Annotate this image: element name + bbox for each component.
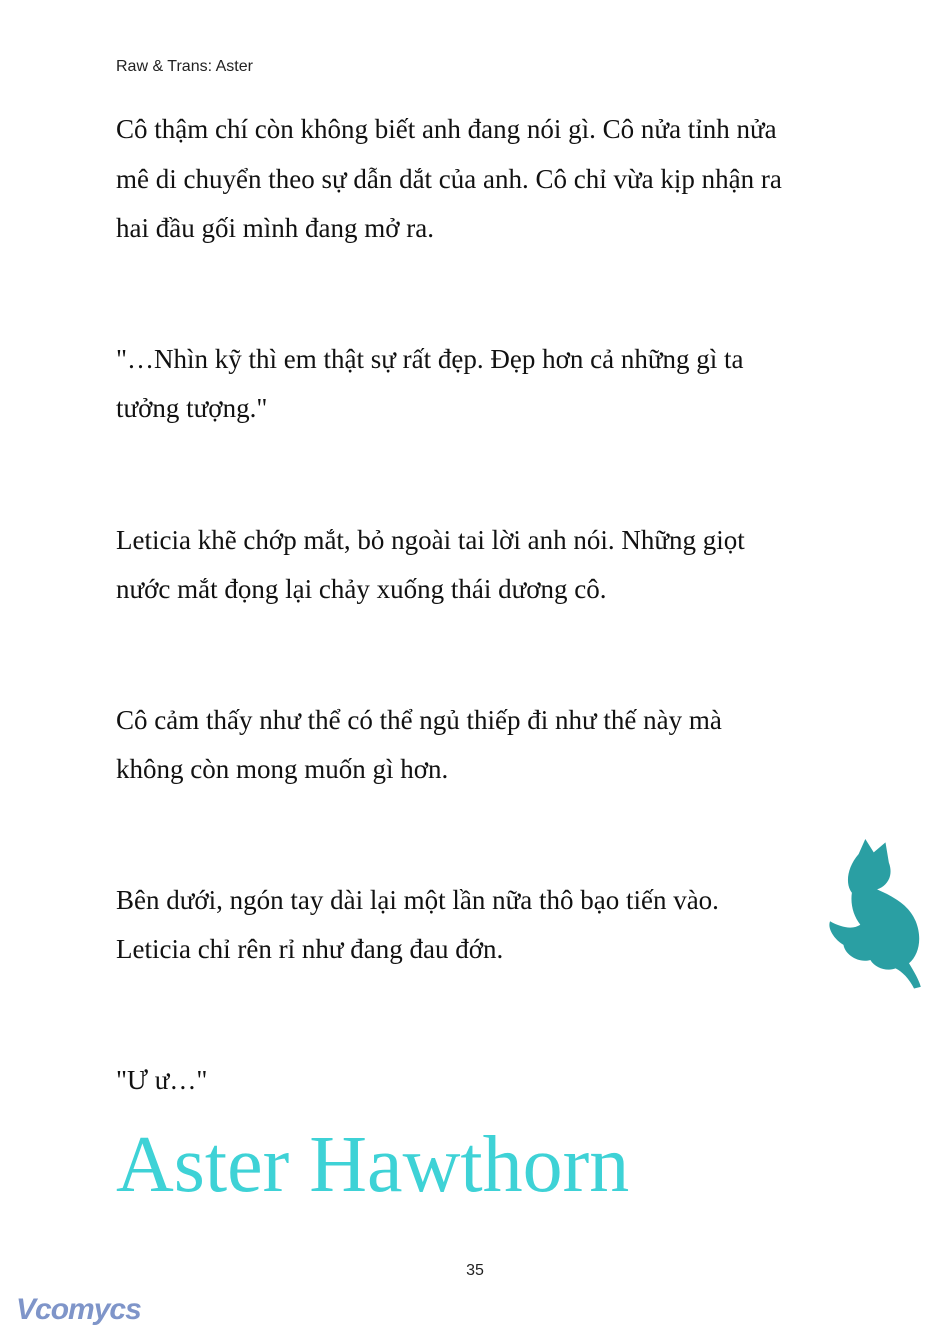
text-line: Cô thậm chí còn không biết anh đang nói gì. Cô nửa tỉnh nửa — [116, 114, 777, 144]
text-line: nước mắt đọng lại chảy xuống thái dương cô. — [116, 574, 607, 604]
text-line: Cô cảm thấy như thể có thể ngủ thiếp đi như thế này mà — [116, 705, 722, 735]
text-line: Leticia khẽ chớp mắt, bỏ ngoài tai lời anh nói. Những giọt — [116, 525, 745, 555]
vcomycs-logo: Vcomycs — [16, 1293, 141, 1326]
text-line: "Ư ư…" — [116, 1065, 208, 1095]
cat-icon — [825, 835, 930, 995]
text-line: "…Nhìn kỹ thì em thật sự rất đẹp. Đẹp hơn cả những gì ta — [116, 344, 744, 374]
watermark-text: Aster Hawthorn — [116, 1121, 630, 1209]
text-line: mê di chuyển theo sự dẫn dắt của anh. Cô chỉ vừa kịp nhận ra — [116, 164, 782, 194]
page-number: 35 — [466, 1262, 484, 1279]
text-line: tưởng tượng." — [116, 393, 268, 423]
page-header: Raw & Trans: Aster — [116, 58, 253, 75]
text-line: Leticia chỉ rên rỉ như đang đau đớn. — [116, 934, 504, 964]
text-line: hai đầu gối mình đang mở ra. — [116, 213, 434, 243]
text-line: không còn mong muốn gì hơn. — [116, 754, 449, 784]
text-line: Bên dưới, ngón tay dài lại một lần nữa thô bạo tiến vào. — [116, 885, 719, 915]
